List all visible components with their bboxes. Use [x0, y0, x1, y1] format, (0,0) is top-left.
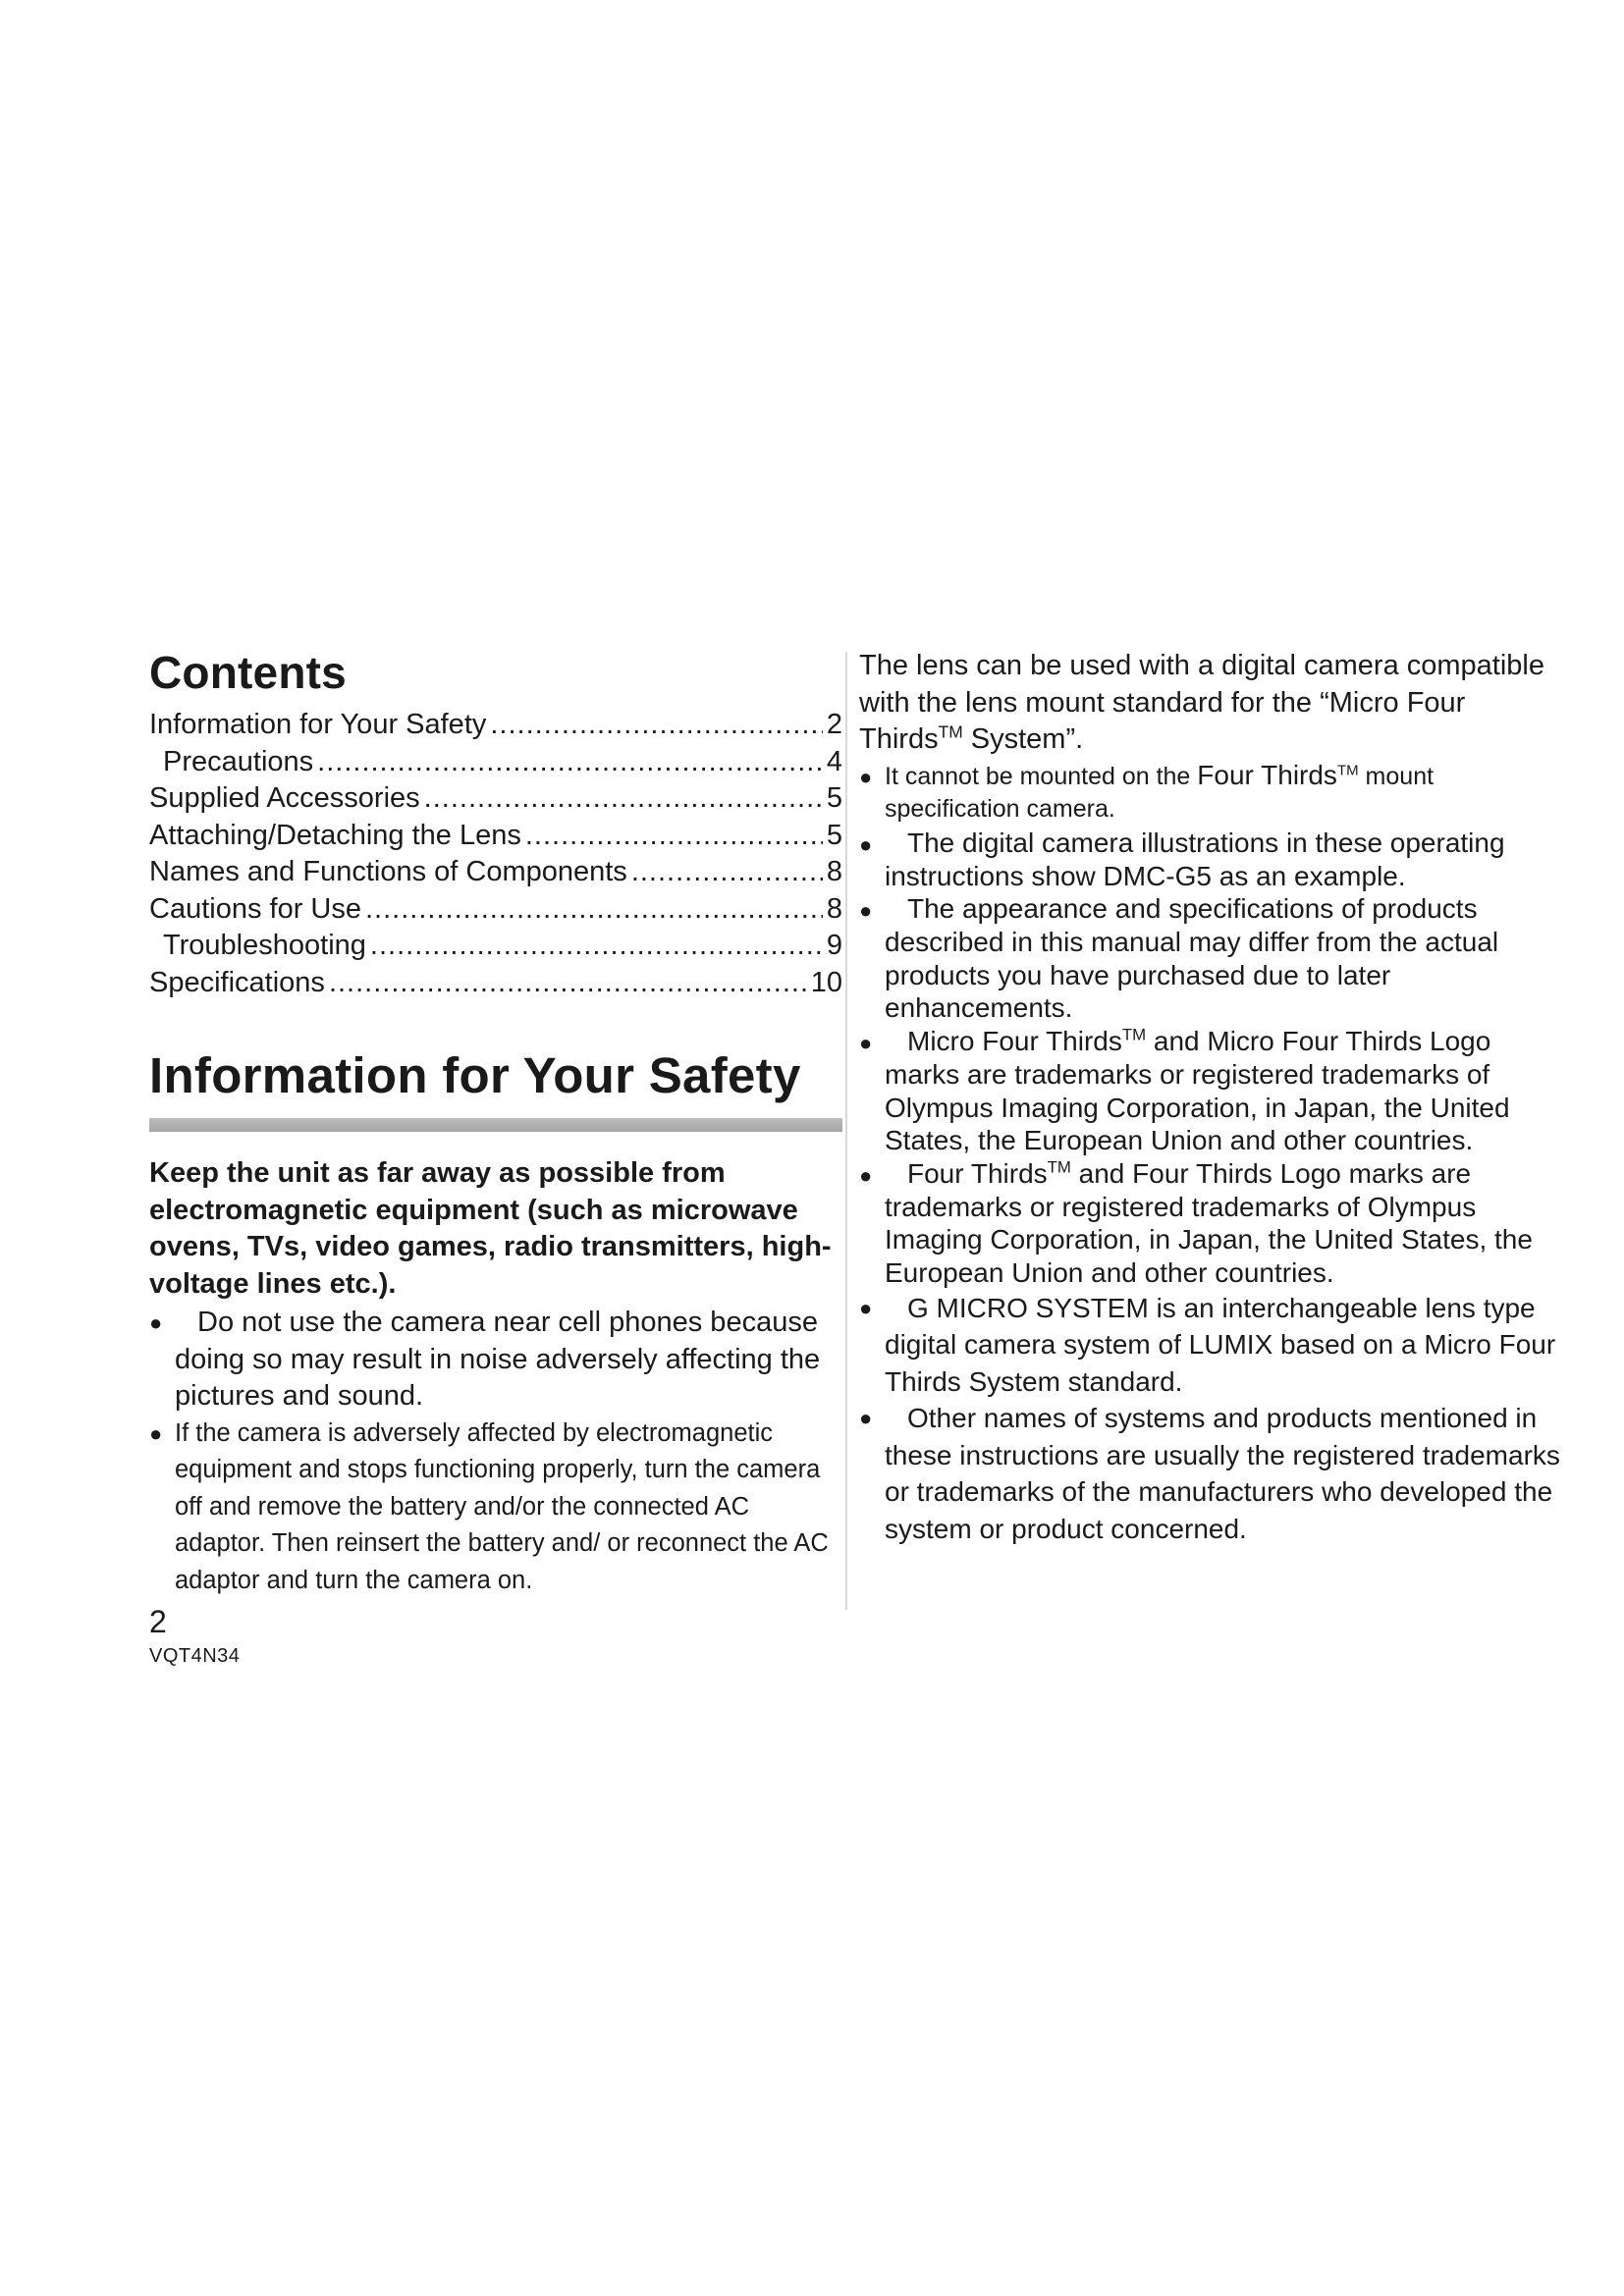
note-micro-four-thirds-trademark — [859, 1025, 1566, 1157]
bullet-text: Do not use the camera near cell phones because doing so may result in noise adversely affecting the pictures and sound. — [175, 1307, 821, 1412]
toc-entry — [149, 928, 842, 965]
bullet-icon: ● — [149, 1420, 163, 1446]
safety-warning: Keep the unit as far away as possible from electromagnetic equipment (such as microwave ovens, TVs, video games, radio transmitters, high-voltage lines etc.). — [149, 1157, 832, 1300]
bullet-icon: ● — [859, 898, 873, 924]
toc-leader-dots — [525, 818, 823, 855]
bullet-text: G MICRO SYSTEM is an interchangeable lens type digital camera system of LUMIX based on a Micro Four Thirds System standard. — [885, 1292, 1556, 1397]
bullet-text — [885, 1157, 1566, 1290]
bullet-text: The digital camera illustrations in these operating instructions show DMC-G5 as an example. — [885, 827, 1505, 891]
toc-leader-dots — [370, 928, 823, 965]
toc-entry-page: 10 — [810, 966, 842, 998]
bullet-text-b: and Four Thirds Logo marks are trademarks or registered trademarks of Olympus Imaging Corporation, in Japan, the United States, the European Union and other countries. — [885, 1157, 1533, 1289]
toc-entry — [149, 854, 842, 891]
toc-entry-label: Cautions for Use — [149, 892, 361, 925]
bullet-icon: ● — [149, 1310, 163, 1335]
toc-entry-page: 4 — [826, 745, 842, 777]
toc-entry-label: Specifications — [149, 966, 325, 998]
right-column — [859, 648, 1566, 1547]
toc-entry — [149, 780, 842, 818]
note-four-thirds-mount — [859, 759, 1566, 827]
toc-entry — [149, 965, 842, 1002]
bullet-text-a: Four Thirds — [907, 1157, 1048, 1189]
note-g-micro-system — [859, 1290, 1566, 1401]
toc-leader-dots — [365, 891, 823, 929]
bullet-icon: ● — [859, 831, 873, 857]
toc-leader-dots — [317, 744, 823, 781]
model-code: VQT4N34 — [149, 1645, 241, 1667]
bullet-icon: ● — [859, 1406, 873, 1431]
toc-entry-page: 2 — [826, 709, 842, 740]
bullet-icon: ● — [859, 1295, 873, 1320]
bullet-text-b: Four Thirds — [1197, 759, 1337, 790]
intro-text-end: System”. — [962, 723, 1084, 755]
safety-heading: Information for Your Safety — [149, 1047, 801, 1103]
left-column — [149, 646, 842, 1599]
bullet-text-c: mount specification camera. — [885, 762, 1435, 824]
lens-compatibility-intro — [859, 648, 1566, 759]
trademark-mark: TM — [938, 721, 963, 742]
toc-entry-label: Names and Functions of Components — [149, 856, 627, 887]
intro-text: The lens can be used with a digital camera compatible with the lens mount standard for the “Micro Four Thirds — [859, 650, 1544, 755]
bullet-text: Other names of systems and products mentioned in these instructions are usually the registered trademarks or trademarks of the manufacturers who developed the system or product concerned. — [885, 1403, 1560, 1544]
bullet-text-a: It cannot be mounted on the — [885, 762, 1198, 790]
toc-entry-page: 8 — [826, 892, 842, 925]
toc-entry-label: Troubleshooting — [163, 930, 366, 961]
heading-rule — [149, 1118, 842, 1132]
bullet-icon: ● — [859, 764, 873, 789]
page-number: 2 — [149, 1604, 167, 1639]
bullet-icon: ● — [859, 1162, 873, 1188]
toc-leader-dots — [424, 780, 823, 818]
toc-entry-page: 5 — [826, 819, 842, 851]
bullet-text-b: and Micro Four Thirds Logo marks are trademarks or registered trademarks of Olympus Imaging Corporation, in Japan, the United States, the European Union and other countries. — [885, 1026, 1510, 1156]
safety-bullet-electromagnetic — [149, 1415, 842, 1600]
toc-entry-label: Supplied Accessories — [149, 782, 420, 814]
toc-entry — [149, 707, 842, 744]
trademark-mark: TM — [1336, 762, 1359, 779]
toc-entry — [149, 744, 842, 781]
bullet-text — [885, 759, 1566, 827]
note-appearance — [859, 892, 1566, 1025]
toc-entry-label: Precautions — [163, 745, 314, 777]
bullet-text — [885, 1025, 1566, 1157]
toc-entry — [149, 891, 842, 929]
toc-entry-page: 9 — [826, 930, 842, 961]
bullet-text: If the camera is adversely affected by electromagnetic equipment and stops functioning properly, turn the camera off and remove the battery and/or the connected AC adaptor. Then reinsert the battery and/ or reconnect the AC adaptor and turn the camera on. — [175, 1418, 829, 1594]
toc-leader-dots — [490, 707, 822, 744]
contents-heading: Contents — [149, 647, 347, 698]
note-illustrations — [859, 827, 1566, 892]
note-other-trademarks — [859, 1400, 1566, 1547]
trademark-mark: TM — [1121, 1025, 1147, 1044]
bullet-text: The appearance and specifications of products described in this manual may differ from the actual products you have purchased due to later enhancements. — [885, 893, 1499, 1024]
toc-entry-label: Information for Your Safety — [149, 709, 487, 740]
trademark-mark: TM — [1047, 1157, 1071, 1177]
toc-entry-label: Attaching/Detaching the Lens — [149, 819, 521, 851]
toc-leader-dots — [631, 854, 823, 891]
toc-entry-page: 5 — [826, 782, 842, 814]
toc-entry — [149, 818, 842, 855]
toc-entry-page: 8 — [826, 856, 842, 887]
bullet-icon: ● — [859, 1031, 873, 1056]
table-of-contents — [149, 707, 842, 1001]
bullet-text-a: Micro Four Thirds — [907, 1026, 1122, 1057]
note-four-thirds-trademark — [859, 1157, 1566, 1290]
safety-bullet-cell-phones — [149, 1305, 842, 1415]
toc-leader-dots — [329, 965, 807, 1002]
column-divider — [845, 652, 847, 1610]
